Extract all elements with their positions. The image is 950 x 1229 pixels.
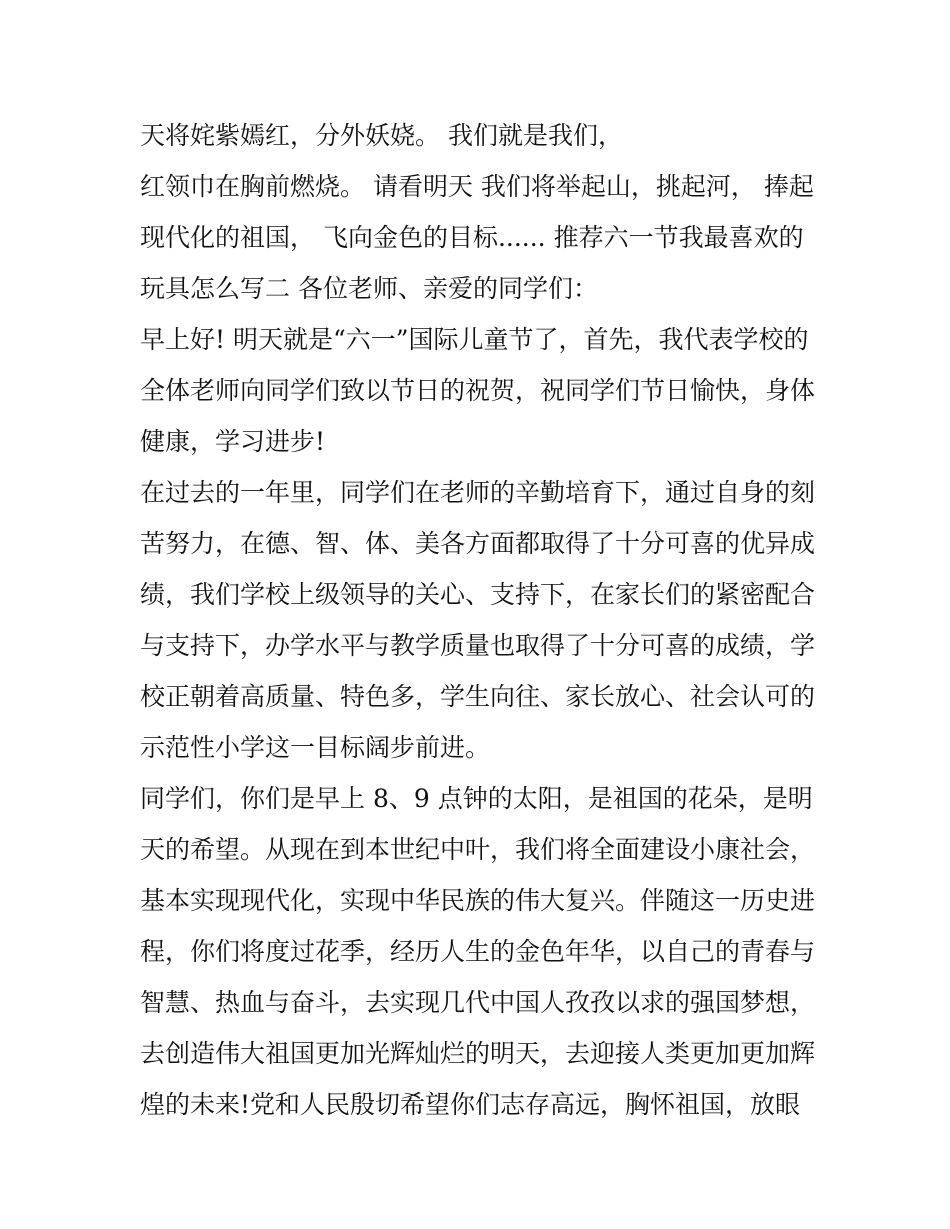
text-line-7: 健康，学习进步!: [140, 427, 326, 456]
text-line-20: 煌的未来!党和人民殷切希望你们志存高远，胸怀祖国，放眼: [140, 1090, 801, 1119]
text-line-13: 示范性小学这一目标阔步前进。: [140, 733, 491, 762]
text-line-11: 与支持下，办学水平与教学质量也取得了十分可喜的成绩，学: [140, 631, 816, 660]
text-line-19: 去创造伟大祖国更加光辉灿烂的明天，去迎接人类更加更加辉: [140, 1039, 816, 1068]
text-line-12: 校正朝着高质量、特色多，学生向往、家长放心、社会认可的: [140, 682, 816, 711]
text-line-4: 玩具怎么写二 各位老师、亲爱的同学们：: [140, 274, 598, 303]
text-line-16: 基本实现现代化，实现中华民族的伟大复兴。伴随这一历史进: [140, 886, 816, 915]
text-line-14: 同学们，你们是早上 8、9 点钟的太阳，是祖国的花朵，是明: [140, 784, 813, 813]
text-line-1: 天将姹紫嫣红，分外妖娆。 我们就是我们，: [140, 121, 623, 150]
text-line-10: 绩，我们学校上级领导的关心、支持下，在家长们的紧密配合: [140, 580, 816, 609]
text-line-8: 在过去的一年里，同学们在老师的辛勤培育下，通过自身的刻: [140, 478, 816, 507]
text-line-5: 早上好! 明天就是“六一”国际儿童节了，首先，我代表学校的: [140, 325, 809, 354]
text-line-17: 程，你们将度过花季，经历人生的金色年华，以自己的青春与: [140, 937, 816, 966]
text-line-18: 智慧、热血与奋斗，去实现几代中国人孜孜以求的强国梦想，: [140, 988, 816, 1017]
body-text: [140, 110, 820, 1130]
text-line-6: 全体老师向同学们致以节日的祝贺，祝同学们节日愉快，身体: [140, 376, 816, 405]
text-line-15: 天的希望。从现在到本世纪中叶，我们将全面建设小康社会，: [140, 835, 816, 864]
text-line-3: 现代化的祖国， 飞向金色的目标...... 推荐六一节我最喜欢的: [140, 223, 804, 252]
text-line-9: 苦努力，在德、智、体、美各方面都取得了十分可喜的优异成: [140, 529, 816, 558]
text-line-2: 红领巾在胸前燃烧。 请看明天 我们将举起山，挑起河， 捧起: [140, 172, 814, 201]
